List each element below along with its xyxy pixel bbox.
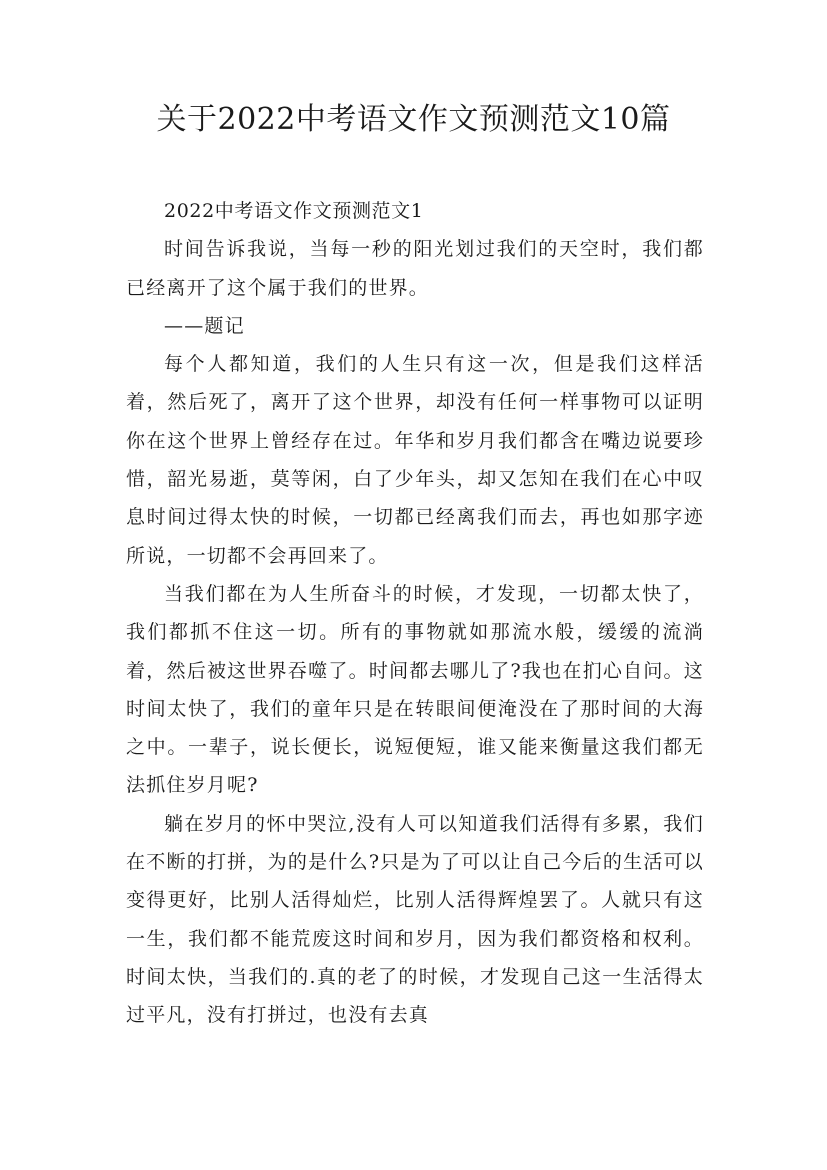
epigraph-attribution: ——题记 [164,314,245,337]
document-title: 关于2022中考语文作文预测范文10篇 [156,102,671,137]
section-heading: 2022中考语文作文预测范文1 [164,200,424,222]
body-paragraph: 每个人都知道，我们的人生只有这一次，但是我们这样活着，然后死了，离开了这个世界，却没有任何一样事物可以证明你在这个世界上曾经存在过。年华和岁月我们都含在嘴边说要珍惜，韶光易逝，莫等闲，白了少年头，却又怎知在我们在心中叹息时间过得太快的时候，一切都已经离我们而去，再也如那字迹所说，一切都不会再回来了。 [126,353,704,567]
body-paragraph: 当我们都在为人生所奋斗的时候，才发现，一切都太快了，我们都抓不住这一切。所有的事物就如那流水般，缓缓的流淌着，然后被这世界吞噬了。时间都去哪儿了?我也在扪心自问。这时间太快了，我们的童年只是在转眼间便淹没在了那时间的大海之中。一辈子，说长便长，说短便短，谁又能来衡量这我们都无法抓住岁月呢? [126,582,704,797]
document-body [126,192,704,1035]
epigraph-paragraph: 时间告诉我说，当每一秒的阳光划过我们的天空时，我们都已经离开了这个属于我们的世界。 [126,238,704,299]
body-paragraph: 躺在岁月的怀中哭泣,没有人可以知道我们活得有多累，我们在不断的打拼，为的是什么?只是为了可以让自己今后的生活可以变得更好，比别人活得灿烂，比别人活得辉煌罢了。人就只有这一生，我们都不能荒废这时间和岁月，因为我们都资格和权利。时间太快，当我们的.真的老了的时候，才发现自己这一生活得太过平凡，没有打拼过，也没有去真 [126,812,704,1027]
